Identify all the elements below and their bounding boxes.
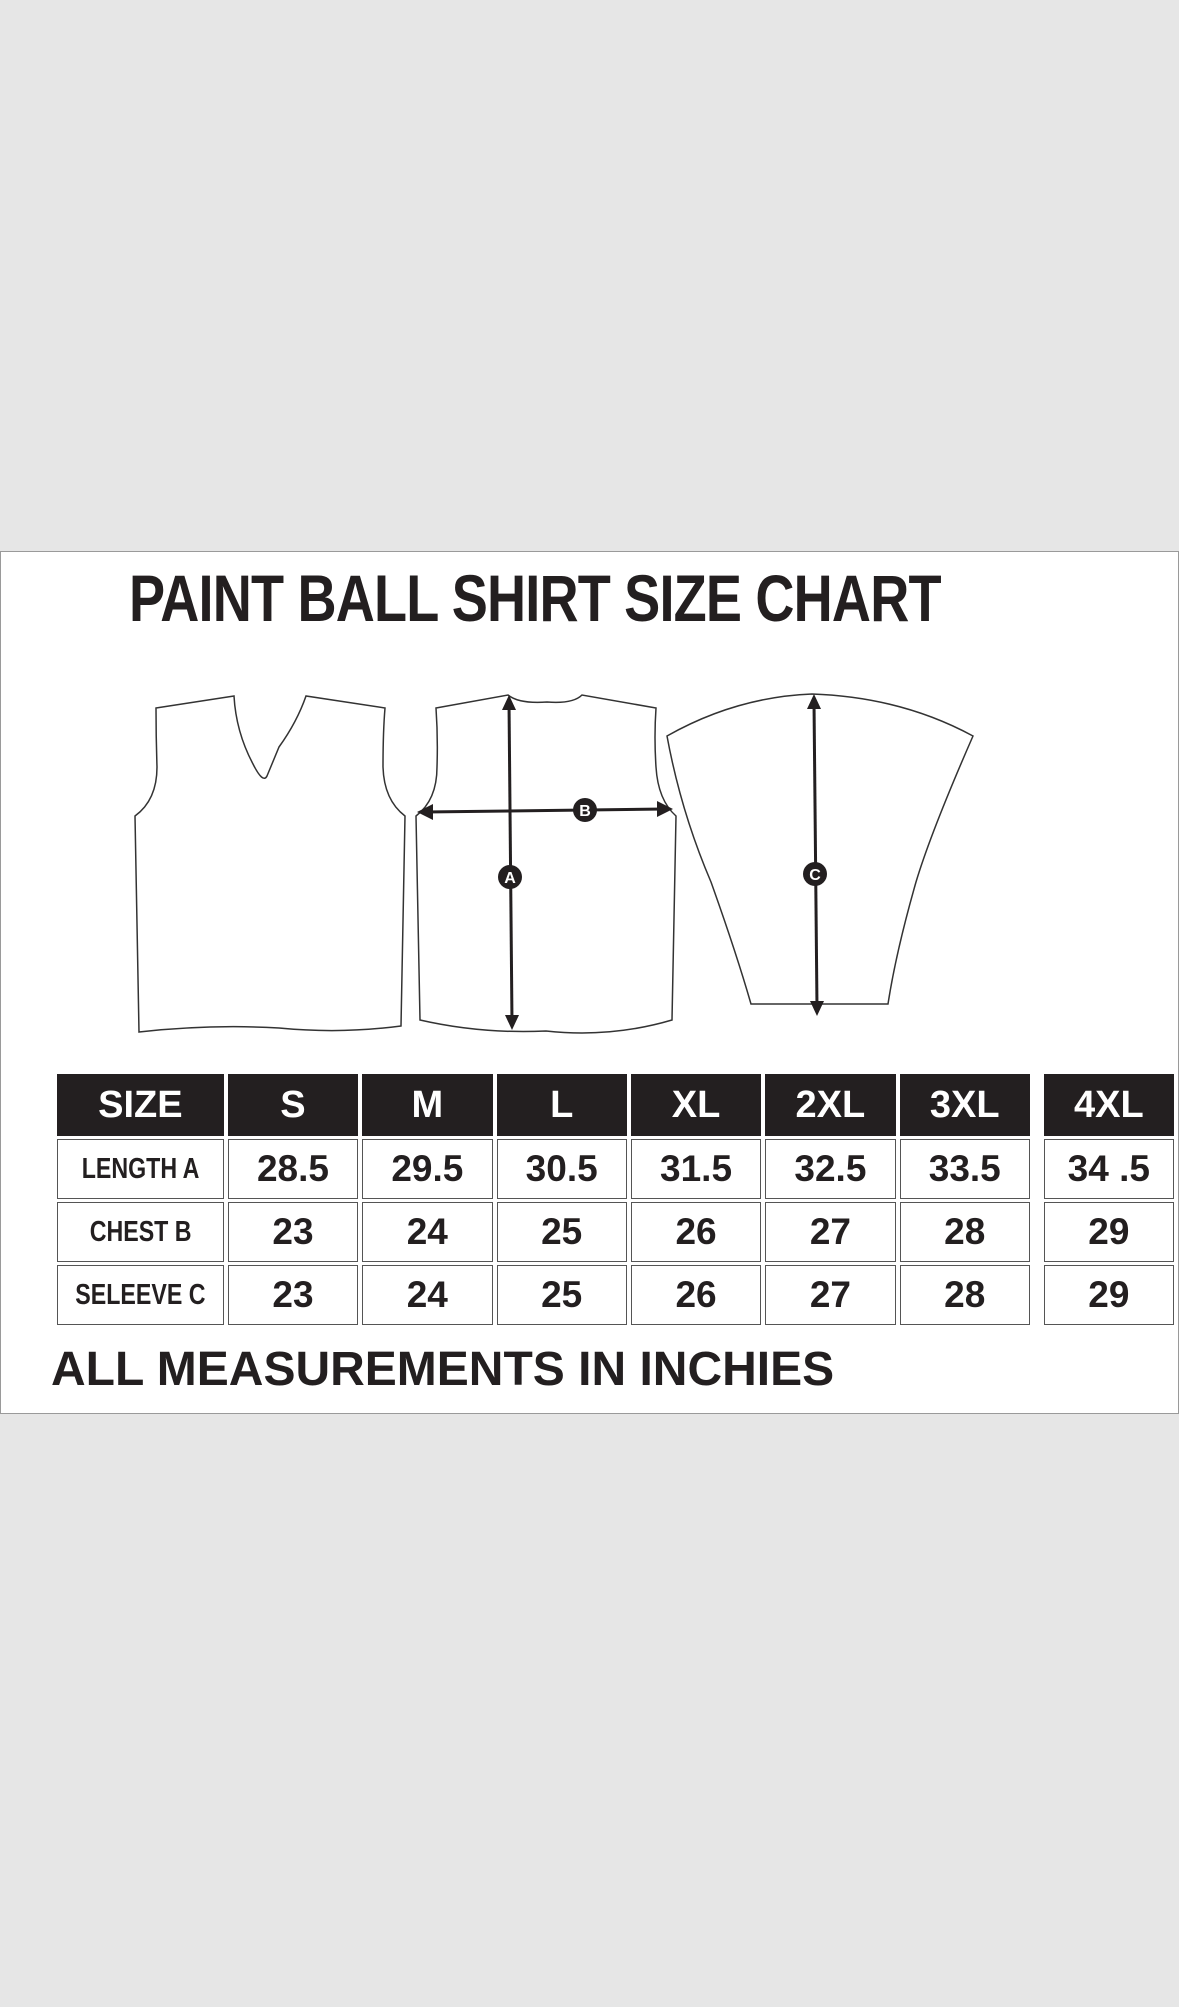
garment-diagram bbox=[1, 552, 1178, 1072]
measurement-note: ALL MEASUREMENTS IN INCHIES bbox=[51, 1343, 835, 1396]
table-cell: 23 bbox=[228, 1265, 358, 1325]
sleeve-outline bbox=[667, 694, 973, 1004]
table-cell: 29.5 bbox=[362, 1139, 492, 1199]
shirt-back-outline bbox=[416, 695, 676, 1033]
table-cell: 30.5 bbox=[497, 1139, 627, 1199]
table-row bbox=[57, 1202, 1174, 1262]
table-cell: 29 bbox=[1044, 1265, 1174, 1325]
table-cell: 25 bbox=[497, 1265, 627, 1325]
size-header-label: SIZE bbox=[57, 1074, 224, 1136]
table-cell: 33.5 bbox=[900, 1139, 1030, 1199]
table-cell: 28 bbox=[900, 1202, 1030, 1262]
size-xl: XL bbox=[631, 1074, 761, 1136]
row-label-sleeve: SELEEVE C bbox=[57, 1265, 224, 1325]
row-label-chest: CHEST B bbox=[57, 1202, 224, 1262]
size-s: S bbox=[228, 1074, 358, 1136]
table-cell: 31.5 bbox=[631, 1139, 761, 1199]
size-header-row bbox=[57, 1074, 1174, 1136]
row-label-length: LENGTH A bbox=[57, 1139, 224, 1199]
table-cell: 29 bbox=[1044, 1202, 1174, 1262]
marker-c-label: C bbox=[809, 867, 821, 884]
table-cell: 28.5 bbox=[228, 1139, 358, 1199]
table-cell: 23 bbox=[228, 1202, 358, 1262]
chart-title: PAINT BALL SHIRT SIZE CHART bbox=[129, 561, 941, 635]
marker-a-label: A bbox=[504, 870, 516, 887]
table-cell: 24 bbox=[362, 1202, 492, 1262]
size-chart-card bbox=[0, 551, 1179, 1414]
size-m: M bbox=[362, 1074, 492, 1136]
table-cell: 26 bbox=[631, 1265, 761, 1325]
size-2xl: 2XL bbox=[765, 1074, 895, 1136]
marker-b-label: B bbox=[579, 803, 591, 820]
table-cell: 27 bbox=[765, 1265, 895, 1325]
size-table bbox=[53, 1071, 1178, 1328]
table-cell: 32.5 bbox=[765, 1139, 895, 1199]
size-4xl: 4XL bbox=[1044, 1074, 1174, 1136]
table-cell: 25 bbox=[497, 1202, 627, 1262]
table-row bbox=[57, 1265, 1174, 1325]
size-3xl: 3XL bbox=[900, 1074, 1030, 1136]
table-cell: 28 bbox=[900, 1265, 1030, 1325]
table-cell: 27 bbox=[765, 1202, 895, 1262]
table-cell: 24 bbox=[362, 1265, 492, 1325]
table-cell: 26 bbox=[631, 1202, 761, 1262]
table-cell: 34 .5 bbox=[1044, 1139, 1174, 1199]
shirt-front-outline bbox=[135, 696, 405, 1032]
table-row bbox=[57, 1139, 1174, 1199]
size-l: L bbox=[497, 1074, 627, 1136]
